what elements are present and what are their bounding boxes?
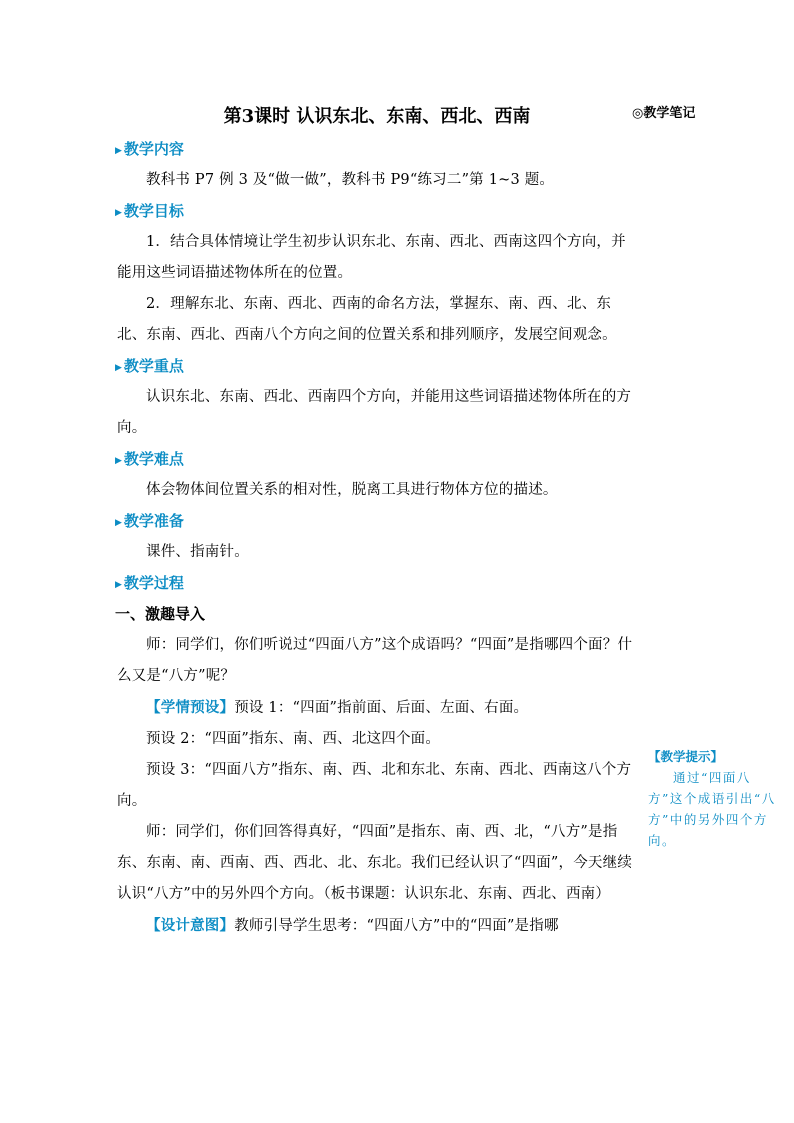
prep-text: 课件、指南针。 (146, 544, 249, 560)
key-text: 认识东北、东南、西北、西南四个方向，并能用这些词语描述物体所在的方向。 (117, 389, 632, 436)
section-heading-label: 教学过程 (123, 574, 184, 592)
section-heading-difficulty (115, 444, 637, 475)
section-heading-process (115, 568, 637, 599)
triangle-bullet-icon: ▶ (115, 456, 122, 466)
triangle-bullet-icon: ▶ (115, 363, 122, 373)
design-intent-tag: 【设计意图】 (146, 917, 235, 934)
student-prediction-tag: 【学情预设】 (146, 699, 235, 716)
section-heading-label: 教学难点 (123, 450, 184, 468)
process-paragraph: 师：同学们，你们回答得真好，“四面”是指东、南、西、北，“八方”是指东、东南、南、西南、西、西北、北、东北。我们已经认识了“四面”，今天继续认识“八方”中的另外四个方向。（板书课题：认识东北、东南、西北、西南） (117, 824, 633, 902)
section-heading-key (115, 351, 637, 382)
triangle-bullet-icon: ▶ (115, 580, 122, 590)
process-paragraph (117, 910, 637, 942)
tip-body: 通过“四面八方”这个成语引出“八方”中的另外四个方向。 (648, 770, 776, 848)
difficulty-text: 体会物体间位置关系的相对性，脱离工具进行物体方位的描述。 (146, 482, 558, 498)
content-text: 教科书 P7 例 3 及“做一做”，教科书 P9“练习二”第 1~3 题。 (146, 172, 555, 188)
teaching-tip-box (648, 746, 782, 851)
section-heading-goals (115, 196, 637, 227)
section-heading-label: 教学准备 (123, 512, 184, 530)
prediction-text: 预设 1：“四面”指前面、后面、左面、右面。 (234, 700, 529, 716)
section-heading-content (115, 134, 637, 165)
lesson-plan (117, 100, 637, 942)
teaching-notes-heading: ◎教学笔记 (632, 106, 696, 121)
section-heading-label: 教学重点 (123, 357, 184, 375)
part-title: 一、激趣导入 (115, 605, 206, 623)
goal-item: 1．结合具体情境让学生初步认识东北、东南、西北、西南这四个方向，并能用这些词语描述物体所在的位置。 (117, 234, 626, 281)
process-paragraph: 预设 3：“四面八方”指东、南、西、北和东北、东南、西北、西南这八个方向。 (117, 762, 632, 809)
section-heading-prep (115, 506, 637, 537)
page-title: 第3课时 认识东北、东南、西北、西南 (223, 106, 531, 127)
goal-item: 2．理解东北、东南、西北、西南的命名方法，掌握东、南、西、北、东北、东南、西北、西南八个方向之间的位置关系和排列顺序，发展空间观念。 (117, 296, 617, 343)
triangle-bullet-icon: ▶ (115, 146, 122, 156)
process-paragraph: 预设 2：“四面”指东、南、西、北这四个面。 (146, 731, 441, 747)
process-paragraph: 师：同学们，你们听说过“四面八方”这个成语吗？“四面”是指哪四个面？什么又是“八方”呢？ (117, 637, 633, 684)
design-intent-text: 教师引导学生思考：“四面八方”中的“四面”是指哪 (234, 918, 559, 934)
triangle-bullet-icon: ▶ (115, 518, 122, 528)
process-paragraph (117, 692, 637, 724)
triangle-bullet-icon: ▶ (115, 208, 122, 218)
section-heading-label: 教学目标 (123, 202, 184, 220)
section-heading-label: 教学内容 (123, 140, 184, 158)
tip-title: 【教学提示】 (648, 749, 724, 764)
